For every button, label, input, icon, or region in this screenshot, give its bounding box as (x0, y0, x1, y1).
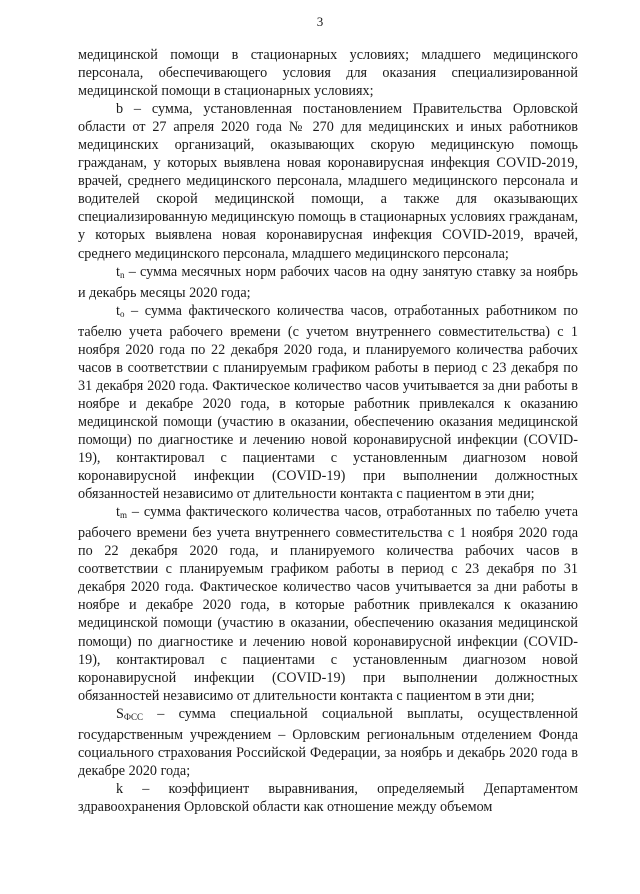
formula-symbol: t (116, 504, 120, 521)
formula-symbol: k (116, 780, 124, 797)
paragraph-definition-to (78, 302, 578, 504)
paragraph-text: – коэффициент выравнивания, определяемый Департаментом здравоохранения Орловской области как отношение между объемом (78, 780, 578, 815)
paragraph-text: – сумма фактического количества часов, отработанных работником по табелю учета рабочего времени (с учетом внутреннего совместительства) с 1 ноября 2020 года по 22 декабря 2020 года, и планируемого количества рабочих часов в соответствии с планируемым графиком работы в период с 23 декабря по 31 декабря 2020 года. Фактическое количество часов учитывается за дни работы в ноябре и декабре 2020 года, в которые работник привлекался к оказанию медицинской помощи (участию в оказании, обеспечению оказания медицинской помощи) по диагностике и лечению новой коронавирусной инфекции (COVID-19), контактировал с пациентами с установленным диагнозом новой коронавирусной инфекции (COVID-19) при выполнении должностных обязанностей независимо от длительности контакта с пациентом в эти дни; (78, 302, 578, 503)
paragraph-text: – сумма специальной социальной выплаты, осуществленной государственным учреждением – Орловским региональным отделением Фонда социального страхования Российской Федерации, за ноябрь и декабрь 2020 года в декабре 2020 года; (78, 705, 578, 779)
formula-symbol: S (116, 705, 124, 722)
formula-subscript: m (119, 510, 127, 521)
page-number: 3 (316, 14, 324, 29)
document-body (78, 46, 578, 816)
paragraph-text: – сумма, установленная постановлением Правительства Орловской области от 27 апреля 2020 года № 270 для медицинских и иных работников медицинских организаций, оказывающих скорую медицинскую помощь гражданам, у которых выявлена новая коронавирусная инфекция COVID-2019, врачей, среднего медицинского персонала, младшего медицинского персонала и водителей скорой медицинской помощи, а также для оказывающих специализированную медицинскую помощь в стационарных условиях гражданам, у которых выявлена новая коронавирусная инфекция COVID-2019, врачей, среднего медицинского персонала, младшего медицинского персонала; (78, 101, 578, 262)
paragraph-definition-k (78, 780, 578, 816)
paragraph-definition-sfss (78, 705, 578, 780)
formula-symbol: b (116, 101, 124, 118)
paragraph-text: – сумма месячных норм рабочих часов на одну занятую ставку за ноябрь и декабрь месяцы 2020 года; (78, 263, 578, 301)
paragraph-text: – сумма фактического количества часов, отработанных по табелю учета рабочего времени без учета внутреннего совместительства с 1 ноября 2020 года по 22 декабря 2020 года, и планируемого количества рабочих часов в соответствии с планируемым графиком работы в период с 23 декабря по 31 декабря 2020 года. Фактическое количество часов учитывается за дни работы в ноябре и декабре 2020 года, в которые работник привлекался к оказанию медицинской помощи (участию в оказании, обеспечению оказания медицинской помощи) по диагностике и лечению новой коронавирусной инфекции (COVID-19), контактировал с пациентами с установленным диагнозом новой коронавирусной инфекции (COVID-19) при выполнении должностных обязанностей независимо от длительности контакта с пациентом в эти дни; (78, 504, 578, 704)
formula-symbol: t (116, 263, 120, 280)
paragraph-definition-tm (78, 503, 578, 705)
formula-subscript: ФСС (123, 711, 144, 722)
formula-symbol: t (116, 302, 120, 319)
paragraph-text: медицинской помощи в стационарных условиях; младшего медицинского персонала, обеспечивающего условия для оказания специализированной медицинской помощи в стационарных условиях; (78, 47, 578, 100)
paragraph-continuation (78, 46, 578, 100)
formula-subscript: o (119, 308, 125, 319)
paragraph-definition-b (78, 100, 578, 262)
formula-subscript: n (119, 269, 125, 280)
paragraph-definition-tn (78, 263, 578, 302)
